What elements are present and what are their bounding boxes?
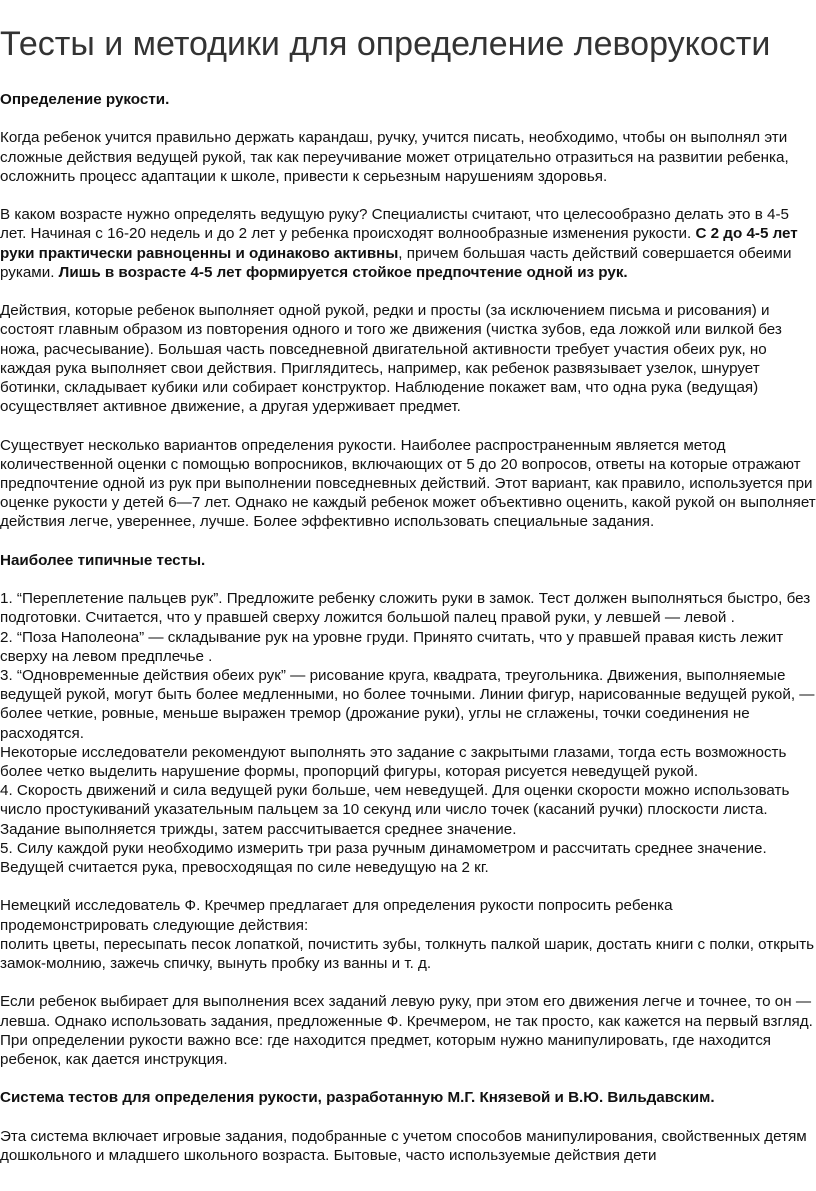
paragraph-4: Существует несколько вариантов определения рукости. Наиболее распространенным является метод количественной оценки с помощью вопросников, включающих от 5 до 20 вопросов, ответы на которые отражают предпочтение одной из рук при выполнении повседневных действий. Этот вариант, как правило, используется при оценке рукости у детей 6—7 лет. Однако не каждый ребенок может объективно оценить, какой рукой он выполняет действия легче, увереннее, лучше. Более эффективно использовать специальные задания. [0,436,816,531]
paragraph-7: Эта система включает игровые задания, подобранные с учетом способов манипулирования, свойственных детям дошкольного и младшего школьного возраста. Бытовые, часто используемые действия дети [0,1127,807,1165]
paragraph-1: Когда ребенок учится правильно держать карандаш, ручку, учится писать, необходимо, чтобы он выполнял эти сложные действия ведущей рукой, так как переучивание может отрицательно отразиться на развитии ребенка, осложнить процесс адаптации к школе, привести к серьезным нарушениям здоровья. [0,129,789,185]
paragraph-2-bold-b: С 2 до 4-5 лет руки практически равноценны и одинаково активны [0,225,798,262]
section-heading-system: Система тестов для определения рукости, разработанную М.Г. Князевой и В.Ю. Вильдавским. [0,1089,715,1107]
test-item-1: 1. “Переплетение пальцев рук”. Предложите ребенку сложить руки в замок. Тест должен выполняться быстро, без подготовки. Считается, что у правшей сверху ложится большой палец правой руки, у левшей — левой . [0,590,811,627]
section-heading-definition: Определение рукости. [0,91,170,108]
paragraph-5-actions: полить цветы, пересыпать песок лопаткой, почистить зубы, толкнуть палкой шарик, достать книги с полки, открыть замок-молнию, зажечь спичку, вынуть пробку из ванны и т. д. [0,935,815,973]
test-item-3: 3. “Одновременные действия обеих рук” — рисование круга, квадрата, треугольника. Движения, выполняемые ведущей рукой, могут быть более медленными, но более точными. Линии фигур, нарисованные ведущей рукой, — более четкие, ровные, меньше выражен тремор (дрожание руки), углы не сглажены, точки соединения не расходятся. [0,667,815,742]
paragraph-2 [0,205,816,282]
page-title: Тесты и методики для определение леворукости [0,25,771,63]
test-item-5: 5. Силу каждой руки необходимо измерить три раза ручным динамометром и рассчитать среднее значение. Ведущей считается рука, превосходящая по силе неведущую на 2 кг. [0,839,767,877]
section-heading-tests: Наиболее типичные тесты. [0,551,206,569]
test-item-3-note: Некоторые исследователи рекомендуют выполнять это задание с закрытыми глазами, тогда есть возможность более четко выделить нарушение формы, пропорций фигуры, которая рисуется неведущей рукой. [0,743,787,781]
paragraph-3: Действия, которые ребенок выполняет одной рукой, редки и просты (за исключением письма и рисования) и состоят главным образом из повторения одного и того же движения (чистка зубов, еда ложкой или вилкой без ножа, расчесывание). Большая часть повседневной двигательной активности требует участия обеих рук, но каждая рука выполняет свои действия. Приглядитесь, например, как ребенок развязывает узелок, шнурует ботинки, складывает кубики или собирает конструктор. Наблюдение покажет вам, что одна рука (ведущая) осуществляет активное движение, а другая удерживает предмет. [0,302,782,416]
paragraph-2-text-c: , причем большая часть действий совершается обеими руками. [0,244,792,281]
paragraph-2-bold-d: Лишь в возрасте 4-5 лет формируется стойкое предпочтение одной из рук. [58,263,628,281]
document-body [0,90,816,1165]
paragraph-6: Если ребенок выбирает для выполнения всех заданий левую руку, при этом его движения легче и точнее, то он — левша. Однако использовать задания, предложенные Ф. Кречмером, не так просто, как кажется на первый взгляд. При определении рукости важно все: где находится предмет, которым нужно манипулировать, где находится ребенок, как дается инструкция. [0,993,813,1069]
test-item-4: 4. Скорость движений и сила ведущей руки больше, чем неведущей. Для оценки скорости можно использовать число простукиваний указательным пальцем за 10 секунд или число точек (касаний ручки) плоскости листа. Задание выполняется трижды, затем рассчитывается среднее значение. [0,782,790,838]
paragraph-2-text-a: В каком возрасте нужно определять ведущую руку? Специалисты считают, что целесообразно делать это в 4-5 лет. Начиная с 16-20 недель и до 2 лет у ребенка происходят волнообразные изменения рукости. [0,206,789,243]
paragraph-5-intro: Немецкий исследователь Ф. Кречмер предлагает для определения рукости попросить ребенка продемонстрировать следующие действия: [0,897,673,934]
test-item-2: 2. “Поза Наполеона” — складывание рук на уровне груди. Принято считать, что у правшей правая кисть лежит сверху на левом предплечье . [0,628,784,665]
